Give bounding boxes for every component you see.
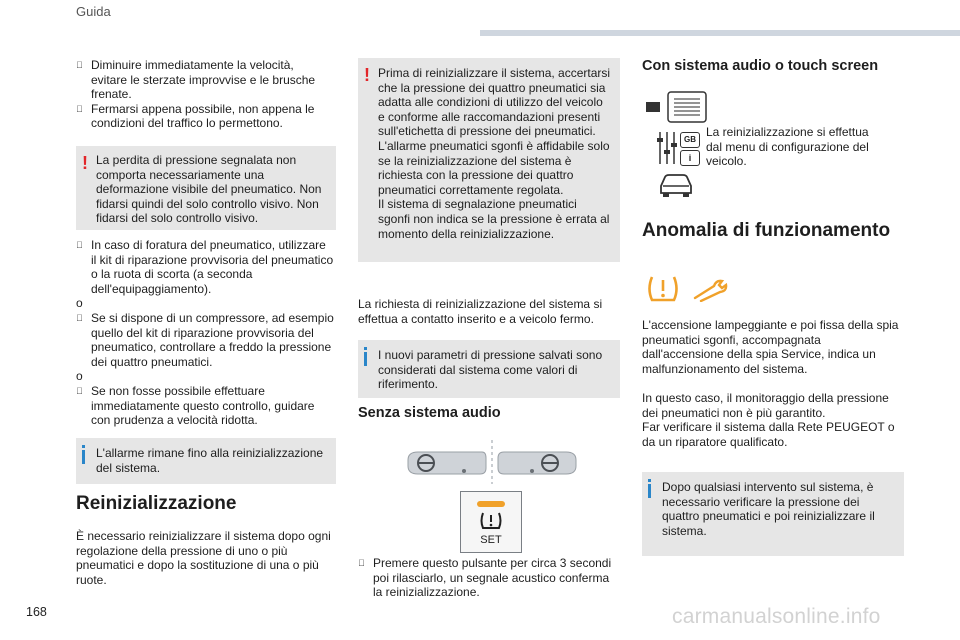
wrench-icon	[692, 278, 730, 302]
list-item: Se non fosse possibile effettuare immediatamente questo controllo, guidare con prudenza a velocità ridotta.	[91, 383, 315, 428]
paragraph: La reinizializzazione si effettua dal menu di configurazione del veicolo.	[706, 125, 869, 169]
list-item: Fermarsi appena possibile, non appena le condizioni del traffico lo permettono.	[91, 101, 315, 131]
dashboard-illustration	[404, 438, 580, 486]
info-mark-icon	[364, 352, 367, 366]
set-led	[477, 501, 505, 507]
car-icon	[657, 172, 695, 198]
list-item: In caso di foratura del pneumatico, utilizzare il kit di riparazione provvisoria del pneumatico o la ruota di scorta (a seconda dell'equipaggiamento).	[91, 238, 334, 296]
middle-bullet	[358, 556, 620, 600]
left-bullets-top	[76, 58, 332, 131]
info-badge: i	[680, 150, 700, 166]
or-text: o	[76, 369, 83, 384]
section-header: Guida	[76, 4, 111, 19]
header-bar	[480, 30, 960, 36]
info-text: Dopo qualsiasi intervento sul sistema, è necessario verificare la pressione dei quattro pneumatici e poi reinizializzare il sistema.	[662, 480, 875, 538]
warning-text: Il sistema di segnalazione pneumatici sgonfi non indica se la pressione è errata al momento della reinizializzazione.	[378, 197, 610, 241]
list-item: Premere questo pulsante per circa 3 secondi poi rilasciarlo, un segnale acustico conferma la reinizializzazione.	[373, 556, 612, 600]
warning-text: L'allarme pneumatici sgonfi è affidabile solo se la reinizializzazione del sistema è richiesta con la pressione dei quattro pneumatici correttamente regolata.	[378, 138, 610, 197]
sliders-icon	[656, 130, 678, 166]
paragraph: In questo caso, il monitoraggio della pressione dei pneumatici non è più garantito.	[642, 391, 889, 420]
paragraph: È necessario reinizializzare il sistema dopo ogni regolazione della pressione di uno o più pneumatici e dopo la sostituzione di una o più ruote.	[76, 529, 331, 587]
list-item: Diminuire immediatamente la velocità, evitare le sterzate improvvise e le brusche frenate.	[91, 58, 316, 102]
left-bullets-mid	[76, 238, 334, 428]
tyre-warning-icon	[646, 274, 680, 304]
section-heading: Anomalia di funzionamento	[642, 220, 891, 241]
page-number: 168	[26, 605, 47, 619]
set-label: SET	[480, 534, 502, 546]
subheading: Senza sistema audio	[358, 405, 501, 421]
paragraph: L'accensione lampeggiante e poi fissa della spia pneumatici sgonfi, accompagnata dall'accensione della spia Service, indica un malfunzionamento del sistema.	[642, 318, 899, 376]
info-box-params	[358, 340, 620, 398]
info-mark-icon	[82, 450, 85, 464]
info-text: I nuovi parametri di pressione salvati sono considerati dal sistema come valori di riferimento.	[378, 348, 603, 392]
info-text: L'allarme rimane fino alla reinizializzazione del sistema.	[96, 446, 324, 475]
set-button-icon	[460, 491, 522, 553]
list-item: Se si dispone di un compressore, ad esempio quello del kit di riparazione provvisoria del pneumatico, controllare a freddo la pressione dei quattro pneumatici.	[91, 310, 334, 369]
tyre-warning-icon	[479, 511, 503, 531]
paragraph: La richiesta di reinizializzazione del sistema si effettua a contatto inserito e a veicolo fermo.	[358, 297, 603, 326]
warning-mark-icon: !	[82, 153, 88, 173]
warning-box-reset	[358, 58, 620, 262]
warning-box-pressure	[76, 146, 336, 230]
touchscreen-icon	[646, 90, 708, 124]
info-box-alarm	[76, 438, 336, 484]
warning-text: Prima di reinizializzare il sistema, accertarsi che la pressione dei quattro pneumatici sia adatta alle condizioni di utilizzo del veicolo e conforme alle raccomandazioni presenti sull'etichetta di pressione dei pneumatici.	[378, 66, 611, 139]
info-box-check	[642, 472, 904, 556]
language-badge: GB	[680, 132, 700, 148]
or-text: o	[76, 296, 83, 311]
menu-settings-icon	[656, 130, 702, 166]
watermark: carmanualsonline.info	[672, 605, 881, 628]
warning-text: La perdita di pressione segnalata non comporta necessariamente una deformazione visibile del pneumatico. Non fidarsi quindi del solo controllo visivo. Non fidarsi del solo controllo visivo.	[96, 153, 322, 226]
info-mark-icon	[648, 484, 651, 498]
paragraph-group	[642, 391, 904, 449]
section-heading: Reinizializzazione	[76, 493, 237, 514]
warning-mark-icon: !	[364, 65, 370, 85]
paragraph: Far verificare il sistema dalla Rete PEUGEOT o da un riparatore qualificato.	[642, 420, 895, 449]
subheading: Con sistema audio o touch screen	[642, 58, 879, 74]
